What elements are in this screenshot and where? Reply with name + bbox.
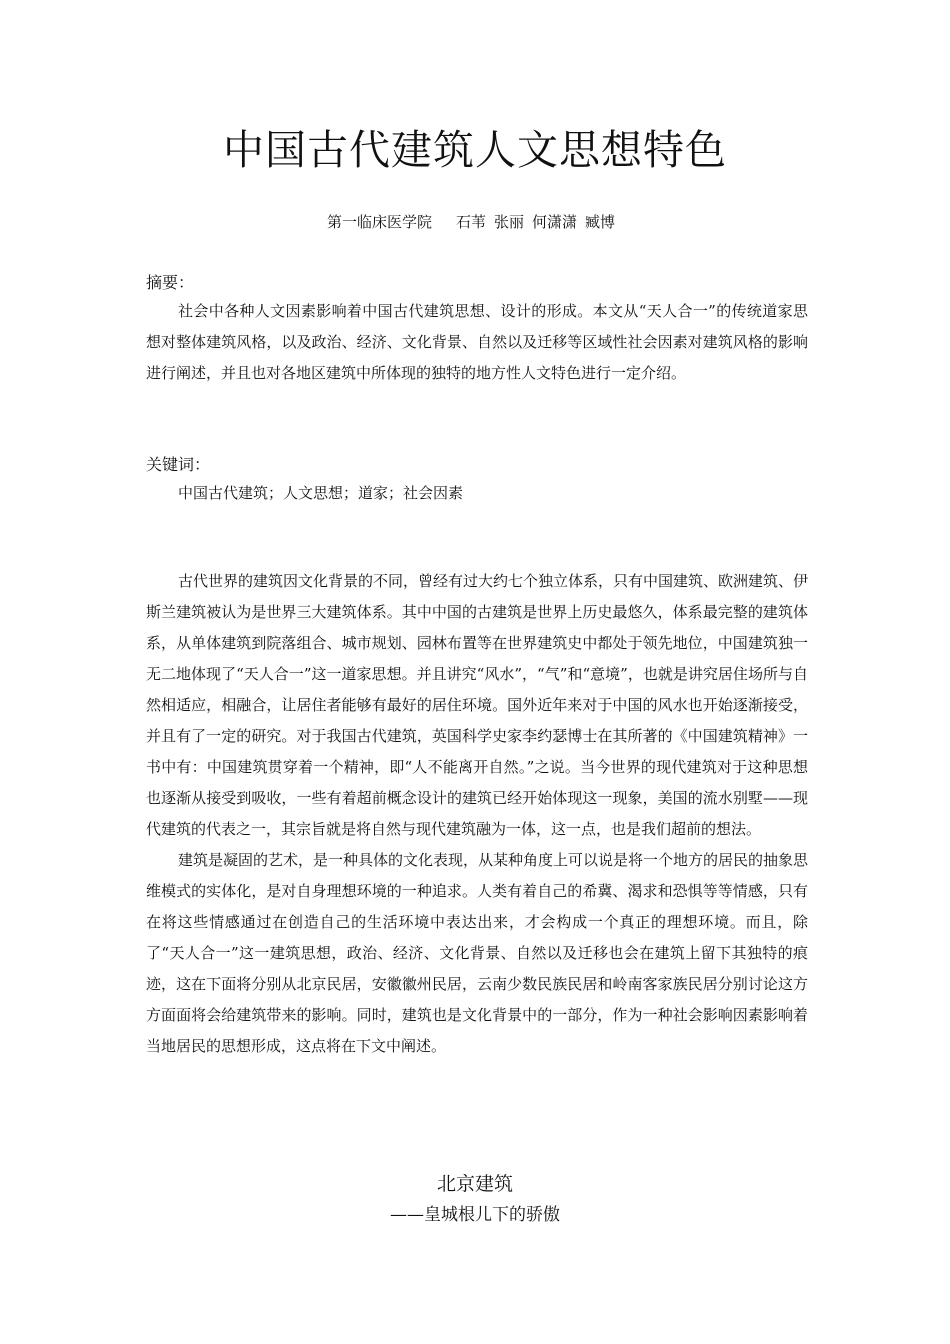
keywords-block [146,478,808,509]
author-name: 臧博 [585,213,616,231]
body-paragraph: 建筑是凝固的艺术，是一种具体的文化表现，从某种角度上可以说是将一个地方的居民的抽象思维模式的实体化，是对自身理想环境的一种追求。人类有着自己的希冀、渴求和恐惧等等情感，只有在将这些情感通过在创造自己的生活环境中表达出来，才会构成一个真正的理想环境。而且，除了“天人合一”这一建筑思想，政治、经济、文化背景、自然以及迁移也会在建筑上留下其独特的痕迹，这在下面将分别从北京民居，安徽徽州民居，云南少数民族民居和岭南客家族民居分别讨论这方方面面将会给建筑带来的影响。同时，建筑也是文化背景中的一部分，作为一种社会影响因素影响着当地居民的思想形成，这点将在下文中阐述。 [146,851,809,1055]
affiliation: 第一临床医学院 [326,213,432,231]
section-subheading: ——皇城根儿下的骄傲 [390,1205,560,1225]
author-line [0,212,950,232]
abstract-text: 社会中各种人文因素影响着中国古代建筑思想、设计的形成。本文从“天人合一”的传统道家思想对整体建筑风格，以及政治、经济、文化背景、自然以及迁移等区域性社会因素对建筑风格的影响进行阐述，并且也对各地区建筑中所体现的独特的地方性人文特色进行一定介绍。 [146,302,808,382]
author-name: 张丽 [493,213,524,231]
keywords-text: 中国古代建筑；人文思想；道家；社会因素 [178,484,464,502]
keywords-label: 关键词： [146,455,211,474]
body-text [146,566,808,1062]
abstract-label: 摘要： [146,273,195,292]
section-heading: 北京建筑 [436,1173,513,1195]
author-name: 何潇潇 [532,213,578,231]
abstract-block [146,296,808,389]
paper-title: 中国古代建筑人文思想特色 [223,126,727,174]
author-name: 石苇 [455,213,486,231]
body-paragraph: 古代世界的建筑因文化背景的不同，曾经有过大约七个独立体系，只有中国建筑、欧洲建筑、伊斯兰建筑被认为是世界三大建筑体系。其中中国的古建筑是世界上历史最悠久，体系最完整的建筑体系，从单体建筑到院落组合、城市规划、园林布置等在世界建筑史中都处于领先地位，中国建筑独一无二地体现了“天人合一”这一道家思想。并且讲究“风水”，“气”和“意境”，也就是讲究居住场所与自然相适应，相融合，让居住者能够有最好的居住环境。国外近年来对于中国的风水也开始逐渐接受，并且有了一定的研究。对于我国古代建筑，英国科学史家李约瑟博士在其所著的《中国建筑精神》一书中有：中国建筑贯穿着一个精神，即“人不能离开自然。”之说。当今世界的现代建筑对于这种思想也逐渐从接受到吸收，一些有着超前概念设计的建筑已经开始体现这一现象，美国的流水别墅——现代建筑的代表之一，其宗旨就是将自然与现代建筑融为一体，这一点，也是我们超前的想法。 [146,572,809,838]
